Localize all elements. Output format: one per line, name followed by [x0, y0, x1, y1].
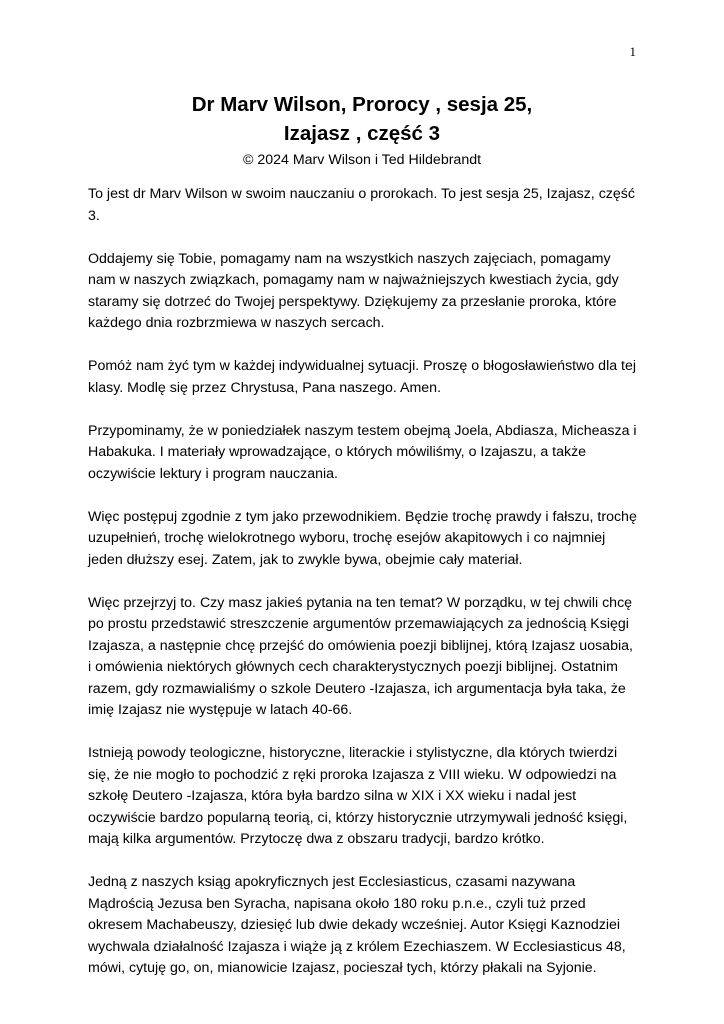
- paragraph-test-reminder: Przypominamy, że w poniedziałek naszym testem obejmą Joela, Abdiasza, Micheasza i Habakuka. I materiały wprowadzające, o których mówiliśmy, o Izajaszu, a także oczywiście lektury i program nauczania.: [88, 422, 637, 482]
- paragraph-unity-argument: Więc przejrzyj to. Czy masz jakieś pytania na ten temat? W porządku, w tej chwili chcę po prostu przedstawić streszczenie argumentów przemawiających za jednością Księgi Izajasza, a następnie chcę przejść do omówienia poezji biblijnej, którą Izajasz uosabia, i omówienia niektórych głównych cech charakterystycznych poezji biblijnej. Ostatnim razem, gdy rozmawialiśmy o szkole Deutero -Izajasza, ich argumentacja była taka, że imię Izajasz nie występuje w latach 40-66.: [88, 594, 633, 718]
- paragraph-ecclesiasticus: Jedną z naszych ksiąg apokryficznych jest Ecclesiasticus, czasami nazywana Mądrością Jezusa ben Syracha, napisana około 180 roku p.n.e., czyli tuż przed okresem Machabeuszy, dziesięć lub dwie dekady wcześniej. Autor Księgi Kaznodziei wychwala działalność Izajasza i wiąże ją z królem Ezechiaszem. W Ecclesiasticus 48, mówi, cytuję go, on, mianowicie Izajasz, pocieszał tych, którzy płakali na Syjonie.: [88, 874, 626, 976]
- page-number: 1: [629, 44, 636, 59]
- paragraph-intro: To jest dr Marv Wilson w swoim nauczaniu o prorokach. To jest sesja 25, Izajasz, część 3.: [88, 186, 635, 224]
- paragraph-blessing: Pomóż nam żyć tym w każdej indywidualnej sytuacji. Proszę o błogosławieństwo dla tej klasy. Modlę się przez Chrystusa, Pana naszego. Amen.: [88, 358, 637, 396]
- document-title-line-2: Izajasz , część 3: [283, 122, 441, 145]
- paragraph-prayer: Oddajemy się Tobie, pomagamy nam na wszystkich naszych zajęciach, pomagamy nam w naszych związkach, pomagamy nam w najważniejszych kwestiach życia, gdy staramy się dotrzeć do Twojej perspektywy. Dziękujemy za przesłanie proroka, które każdego dnia rozbrzmiewa w naszych sercach.: [88, 250, 619, 331]
- document-body: [88, 184, 640, 1001]
- copyright-notice: © 2024 Marv Wilson i Ted Hildebrandt: [242, 152, 482, 168]
- paragraph-reasons: Istnieją powody teologiczne, historyczne, literackie i stylistyczne, dla których twierdzi się, że nie mogło to pochodzić z ręki proroka Izajasza z VIII wieku. W odpowiedzi na szkołę Deutero -Izajasza, która była bardzo silna w XIX i XX wieku i nadal jest oczywiście bardzo popularną teorią, ci, którzy historycznie utrzymywali jedność księgi, mają kilka argumentów. Przytoczę dwa z obszaru tradycji, bardzo krótko.: [88, 745, 628, 847]
- document-header: [0, 90, 724, 171]
- document-title-line-1: Dr Marv Wilson, Prorocy , sesja 25,: [191, 93, 533, 116]
- paragraph-test-format: Więc postępuj zgodnie z tym jako przewodnikiem. Będzie trochę prawdy i fałszu, trochę uzupełnień, trochę wielokrotnego wyboru, trochę esejów akapitowych i co najmniej jeden dłuższy esej. Zatem, jak to zwykle bywa, obejmie cały materiał.: [88, 508, 637, 568]
